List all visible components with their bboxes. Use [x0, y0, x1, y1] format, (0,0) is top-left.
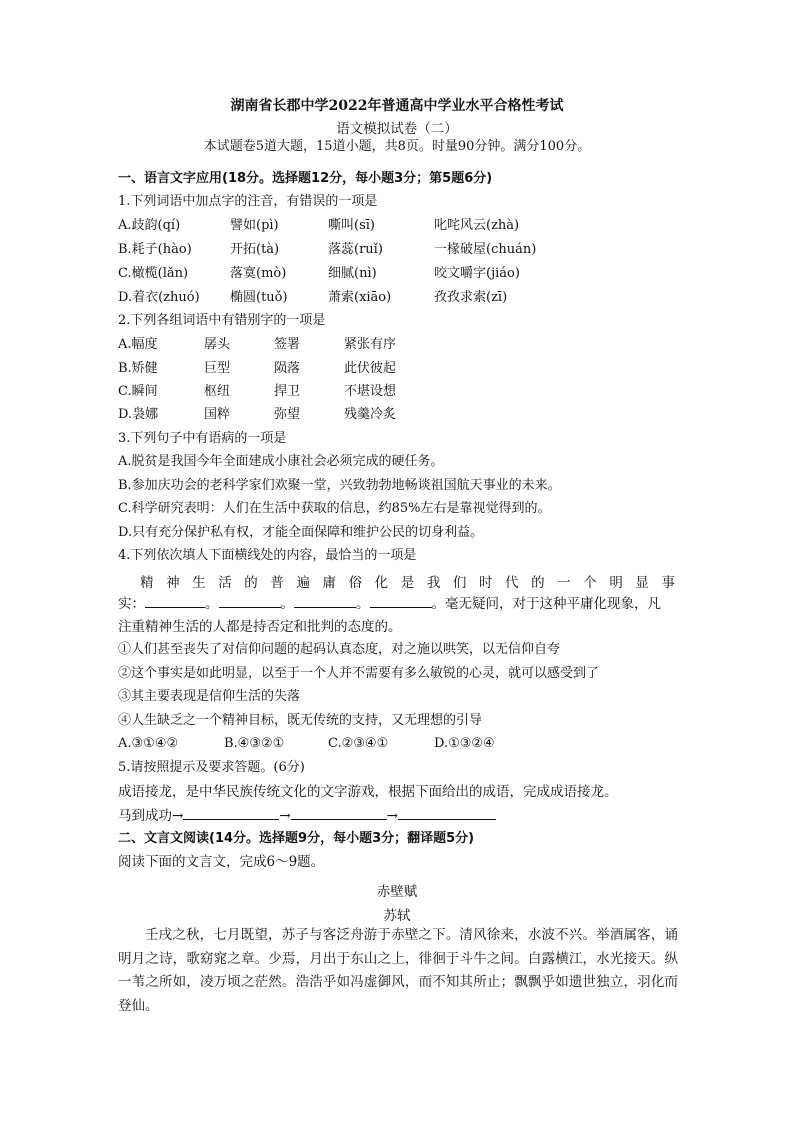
q1-a-3: 嘶叫(sī) [328, 218, 375, 233]
q1-c-3: 细腻(nì) [328, 266, 377, 281]
q1-c-2: 落寞(mò) [230, 266, 287, 281]
q5-blank-3[interactable] [398, 807, 496, 820]
q3-option-d: D.只有充分保护私有权，才能全面保障和维护公民的切身利益。 [118, 525, 484, 540]
section2-intro: 阅读下面的文言文，完成6～9题。 [118, 854, 325, 870]
q4-choice-a: A.③①④② [118, 736, 179, 751]
q1-b-1: B.耗子(hào) [118, 242, 192, 257]
exam-subtitle: 语文模拟试卷（二） [336, 121, 458, 137]
q4-blank-4[interactable] [370, 595, 432, 608]
q2-b-4: 此伏彼起 [344, 361, 397, 376]
exam-title: 湖南省长郡中学2022年普通高中学业水平合格性考试 [230, 98, 564, 114]
essay-paragraph: 壬戌之秋，七月既望，苏子与客泛舟游于赤壁之下。清风徐来，水波不兴。举酒属客，诵明月之诗，歌窈窕之章。少焉，月出于东山之上，徘徊于斗牛之间。白露横江，水光接天。纵一苇之所如，凌万顷之茫然。浩浩乎如冯虚御风，而不知其所止；飘飘乎如遗世独立，羽化而登仙。 [118, 927, 678, 1014]
q5-blank-1[interactable] [183, 807, 279, 820]
q3-option-a: A.脱贫是我国今年全面建成小康社会必须完成的硬任务。 [118, 454, 444, 469]
q4-passage-prefix: 实： [118, 596, 145, 612]
q5-stem: 5.请按照提示及要求答题。(6分) [118, 760, 305, 775]
q1-d-3: 萧索(xiāo) [328, 290, 392, 305]
q3-option-c: C.科学研究表明：人们在生活中获取的信息，约85%左右是靠视觉得到的。 [118, 501, 551, 516]
q3-stem: 3.下列句子中有语病的一项是 [118, 431, 287, 446]
q1-b-4: 一椽破屋(chuán) [434, 242, 537, 257]
q4-passage-line1: 精神生活的普遍庸俗化是我们时代的一个明显事 [140, 575, 675, 591]
q4-choice-b: B.④③②① [224, 736, 285, 751]
q5-start-idiom: 马到成功 [118, 808, 172, 824]
arrow-right-icon: → [386, 808, 398, 824]
q5-chain [118, 807, 496, 824]
q4-blank-3[interactable] [294, 595, 356, 608]
q2-b-3: 陨落 [274, 361, 301, 376]
section2-heading: 二、文言文阅读(14分。选择题9分，每小题3分；翻译题5分) [118, 831, 475, 846]
q2-c-3: 捍卫 [274, 384, 301, 399]
arrow-right-icon: → [172, 808, 184, 824]
q4-choice-c: C.②③④① [328, 736, 389, 751]
q4-choice-d: D.①③②④ [434, 736, 495, 751]
q2-a-4: 紧张有序 [344, 337, 397, 352]
q2-c-4: 不堪设想 [344, 384, 397, 399]
q1-d-1: D.着衣(zhuó) [118, 290, 200, 305]
q4-passage-suffix: 。毫无疑问，对于这种平庸化现象，凡 [431, 596, 661, 612]
q4-passage-line2: 实： 。 。 。 。毫无疑问，对于这种平庸化现象，凡 [118, 596, 661, 612]
q4-statement-2: ②这个事实是如此明显，以至于一个人并不需要有多么敏锐的心灵，就可以感受到了 [118, 666, 600, 681]
q1-c-4: 咬文嚼字(jiáo) [434, 266, 520, 281]
essay-title: 赤壁赋 [376, 884, 418, 900]
q4-stem: 4.下列依次填人下面横线处的内容，最恰当的一项是 [118, 548, 417, 563]
q1-b-3: 落蕊(ruǐ) [328, 242, 383, 257]
q4-statement-3: ③其主要表现是信仰生活的失落 [118, 689, 301, 704]
q2-d-4: 残羹冷炙 [344, 407, 397, 422]
section1-heading: 一、语言文字应用(18分。选择题12分，每小题3分；第5题6分) [118, 171, 493, 186]
q2-b-2: 巨型 [204, 361, 231, 376]
q2-d-1: D.袅娜 [118, 407, 159, 422]
q1-a-1: A.歧韵(qí) [118, 218, 181, 233]
q4-blank-1[interactable] [145, 595, 205, 608]
q5-blank-2[interactable] [291, 807, 387, 820]
q2-d-3: 弥望 [274, 407, 301, 422]
arrow-right-icon: → [279, 808, 291, 824]
essay-author: 苏轼 [383, 908, 411, 924]
q1-a-4: 叱咤风云(zhà) [434, 218, 520, 233]
q2-c-1: C.瞬间 [118, 384, 158, 399]
q2-a-1: A.幅度 [118, 337, 158, 352]
q2-b-1: B.矫健 [118, 361, 158, 376]
q2-a-3: 签署 [274, 337, 301, 352]
q2-d-2: 国粹 [204, 407, 231, 422]
q2-c-2: 枢纽 [204, 384, 231, 399]
q2-stem: 2.下列各组词语中有错别字的一项是 [118, 313, 326, 328]
q4-statement-1: ①人们甚至丧失了对信仰问题的起码认真态度，对之施以哄笑，以无信仰自夸 [118, 642, 561, 657]
q5-desc: 成语接龙，是中华民族传统文化的文字游戏，根据下面给出的成语，完成成语接龙。 [118, 784, 618, 800]
q3-option-b: B.参加庆功会的老科学家们欢聚一堂，兴致勃勃地畅谈祖国航天事业的未来。 [118, 478, 561, 493]
q1-d-4: 孜孜求索(zī) [434, 290, 508, 305]
q1-a-2: 譬如(pì) [230, 218, 279, 233]
q4-statement-4: ④人生缺乏之一个精神目标，既无传统的支持，又无理想的引导 [118, 713, 483, 728]
exam-info: 本试题卷5道大题，15道小题，共8页。时量90分钟。满分100分。 [203, 139, 591, 154]
q1-c-1: C.橄榄(lǎn) [118, 266, 189, 281]
q1-stem: 1.下列词语中加点字的注音，有错误的一项是 [118, 194, 378, 209]
q1-d-2: 椭圆(tuǒ) [230, 290, 288, 305]
q1-b-2: 开拓(tà) [230, 242, 280, 257]
q4-passage-line3: 注重精神生活的人都是持否定和批判的态度的。 [118, 619, 402, 635]
q4-blank-2[interactable] [219, 595, 281, 608]
q2-a-2: 孱头 [204, 337, 231, 352]
